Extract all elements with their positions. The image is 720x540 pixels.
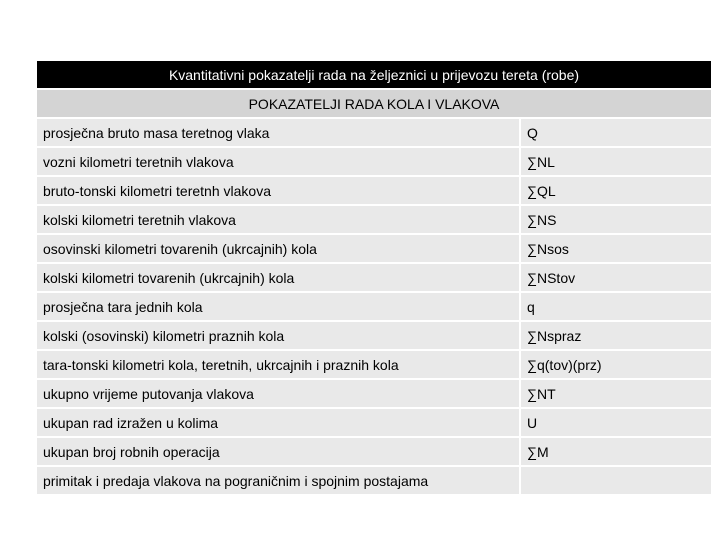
indicator-symbol: ∑M [521,438,711,465]
table-row [37,293,711,322]
indicator-label: kolski kilometri tovarenih (ukrcajnih) kola [37,264,521,291]
indicator-symbol: ∑Nspraz [521,322,711,349]
table-header: POKAZATELJI RADA KOLA I VLAKOVA [37,90,711,119]
indicator-label: kolski kilometri teretnih vlakova [37,206,521,233]
indicator-label: osovinski kilometri tovarenih (ukrcajnih) kola [37,235,521,262]
table-row [37,235,711,264]
table-row [37,177,711,206]
indicator-label: vozni kilometri teretnih vlakova [37,148,521,175]
indicator-symbol: ∑NStov [521,264,711,291]
table-title: Kvantitativni pokazatelji rada na željeznici u prijevozu tereta (robe) [37,61,711,90]
indicator-symbol: ∑NL [521,148,711,175]
indicator-label: primitak i predaja vlakova na pograničnim i spojnim postajama [37,467,521,494]
indicator-symbol: q [521,293,711,320]
indicators-table [37,61,711,496]
table-row [37,148,711,177]
table-row [37,322,711,351]
table-body [37,119,711,496]
indicator-symbol: ∑QL [521,177,711,204]
indicator-symbol: U [521,409,711,436]
table-row [37,467,711,496]
indicator-label: ukupno vrijeme putovanja vlakova [37,380,521,407]
table-row [37,438,711,467]
table-row [37,206,711,235]
indicator-symbol: ∑q(tov)(prz) [521,351,711,378]
table-row [37,409,711,438]
indicator-label: ukupan broj robnih operacija [37,438,521,465]
indicator-label: kolski (osovinski) kilometri praznih kola [37,322,521,349]
indicator-symbol: ∑NS [521,206,711,233]
indicator-label: bruto-tonski kilometri teretnh vlakova [37,177,521,204]
table-row [37,264,711,293]
table-row [37,351,711,380]
indicator-label: prosječna bruto masa teretnog vlaka [37,119,521,146]
indicator-label: tara-tonski kilometri kola, teretnih, ukrcajnih i praznih kola [37,351,521,378]
table-row [37,380,711,409]
indicator-symbol [521,467,711,494]
indicator-symbol: ∑NT [521,380,711,407]
table-row [37,119,711,148]
indicator-label: ukupan rad izražen u kolima [37,409,521,436]
indicator-label: prosječna tara jednih kola [37,293,521,320]
indicator-symbol: Q [521,119,711,146]
indicator-symbol: ∑Nsos [521,235,711,262]
